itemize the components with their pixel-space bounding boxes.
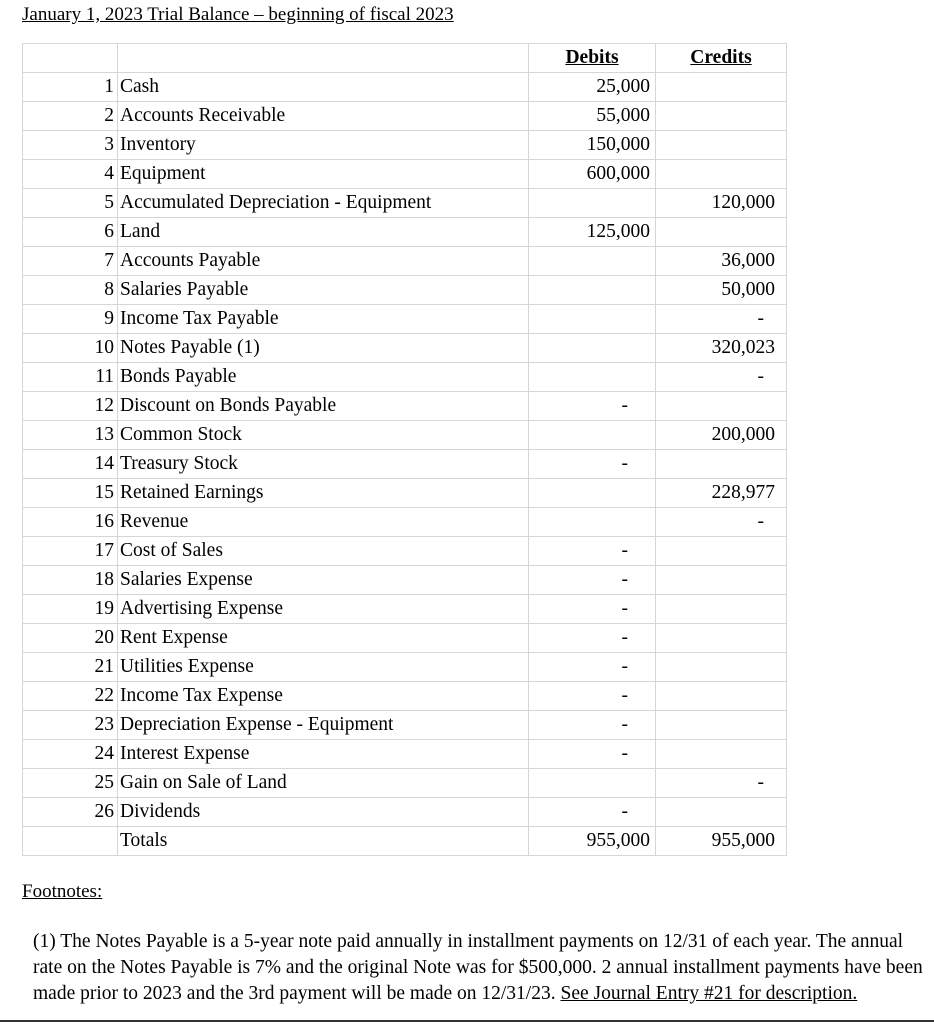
- row-number: 5: [23, 189, 118, 218]
- page-title: January 1, 2023 Trial Balance – beginning of fiscal 2023: [22, 4, 454, 25]
- account-name: Common Stock: [118, 421, 529, 450]
- debit-amount: 25,000: [529, 73, 656, 102]
- account-name: Utilities Expense: [118, 653, 529, 682]
- credit-amount: [656, 102, 787, 131]
- table-row: [23, 566, 787, 595]
- table-row: [23, 102, 787, 131]
- row-number: 15: [23, 479, 118, 508]
- credit-amount: 50,000: [656, 276, 787, 305]
- credit-amount: [656, 566, 787, 595]
- table-row: [23, 740, 787, 769]
- credit-amount: 120,000: [656, 189, 787, 218]
- row-number: 12: [23, 392, 118, 421]
- account-name: Advertising Expense: [118, 595, 529, 624]
- row-number: 26: [23, 798, 118, 827]
- debit-amount: -: [529, 566, 656, 595]
- total-credits: 955,000: [656, 827, 787, 856]
- account-name: Notes Payable (1): [118, 334, 529, 363]
- debit-amount: [529, 189, 656, 218]
- credit-amount: -: [656, 508, 787, 537]
- account-name: Cost of Sales: [118, 537, 529, 566]
- row-number: 14: [23, 450, 118, 479]
- debit-amount: [529, 334, 656, 363]
- table-row: [23, 624, 787, 653]
- footnote-1: [33, 929, 933, 1007]
- debit-amount: -: [529, 595, 656, 624]
- credit-amount: 200,000: [656, 421, 787, 450]
- table-row: [23, 450, 787, 479]
- account-name: Rent Expense: [118, 624, 529, 653]
- credit-amount: [656, 450, 787, 479]
- account-name: Treasury Stock: [118, 450, 529, 479]
- account-name: Bonds Payable: [118, 363, 529, 392]
- debit-amount: -: [529, 711, 656, 740]
- account-name: Inventory: [118, 131, 529, 160]
- debit-amount: [529, 305, 656, 334]
- account-name: Revenue: [118, 508, 529, 537]
- debit-amount: [529, 276, 656, 305]
- row-number: 20: [23, 624, 118, 653]
- debit-amount: -: [529, 392, 656, 421]
- table-row: [23, 537, 787, 566]
- table-row: [23, 479, 787, 508]
- table-row: [23, 711, 787, 740]
- table-row: [23, 595, 787, 624]
- credit-amount: 228,977: [656, 479, 787, 508]
- credit-amount: -: [656, 769, 787, 798]
- debit-amount: -: [529, 450, 656, 479]
- header-empty-account: [118, 44, 529, 73]
- debit-amount: [529, 769, 656, 798]
- credit-amount: [656, 624, 787, 653]
- footnote-1-text: (1) The Notes Payable is a 5-year note paid annually in installment payments on 12/31 of each year. The annual rate on the Notes Payable is 7% and the original Note was for $500,000. 2 annual installment payments have been made prior to 2023 and the 3rd payment will be made on 12/31/23.: [33, 931, 923, 1004]
- row-number: 6: [23, 218, 118, 247]
- totals-label: Totals: [118, 827, 529, 856]
- row-number: 8: [23, 276, 118, 305]
- account-name: Salaries Payable: [118, 276, 529, 305]
- credit-amount: 320,023: [656, 334, 787, 363]
- table-row: [23, 160, 787, 189]
- table-row: [23, 131, 787, 160]
- bottom-divider: [0, 1020, 934, 1022]
- table-row: [23, 334, 787, 363]
- credits-header: Credits: [656, 44, 787, 73]
- debit-amount: [529, 508, 656, 537]
- debit-amount: [529, 479, 656, 508]
- table-row: [23, 276, 787, 305]
- account-name: Land: [118, 218, 529, 247]
- debit-amount: -: [529, 740, 656, 769]
- trial-balance-table: [22, 43, 787, 856]
- row-number: 21: [23, 653, 118, 682]
- row-number: 16: [23, 508, 118, 537]
- debit-amount: -: [529, 682, 656, 711]
- debit-amount: -: [529, 653, 656, 682]
- row-number: 24: [23, 740, 118, 769]
- table-row: [23, 305, 787, 334]
- table-row: [23, 218, 787, 247]
- header-empty-num: [23, 44, 118, 73]
- table-row: [23, 421, 787, 450]
- row-number: 2: [23, 102, 118, 131]
- row-number: 11: [23, 363, 118, 392]
- debit-amount: -: [529, 624, 656, 653]
- table-row: [23, 189, 787, 218]
- row-number: 3: [23, 131, 118, 160]
- account-name: Cash: [118, 73, 529, 102]
- debit-amount: [529, 363, 656, 392]
- credit-amount: [656, 740, 787, 769]
- table-row: [23, 653, 787, 682]
- row-number: 25: [23, 769, 118, 798]
- row-number: 4: [23, 160, 118, 189]
- debit-amount: -: [529, 537, 656, 566]
- account-name: Income Tax Payable: [118, 305, 529, 334]
- account-name: Depreciation Expense - Equipment: [118, 711, 529, 740]
- credit-amount: [656, 682, 787, 711]
- row-number: 1: [23, 73, 118, 102]
- credit-amount: [656, 711, 787, 740]
- debit-amount: -: [529, 798, 656, 827]
- credit-amount: [656, 218, 787, 247]
- credit-amount: [656, 392, 787, 421]
- account-name: Accounts Payable: [118, 247, 529, 276]
- debit-amount: 150,000: [529, 131, 656, 160]
- credit-amount: [656, 653, 787, 682]
- table-row: [23, 247, 787, 276]
- debit-amount: 125,000: [529, 218, 656, 247]
- credit-amount: [656, 160, 787, 189]
- account-name: Salaries Expense: [118, 566, 529, 595]
- debit-amount: [529, 421, 656, 450]
- row-number: 13: [23, 421, 118, 450]
- footnotes-label: Footnotes:: [22, 881, 103, 902]
- account-name: Gain on Sale of Land: [118, 769, 529, 798]
- row-number: 18: [23, 566, 118, 595]
- table-row: [23, 769, 787, 798]
- credit-amount: -: [656, 363, 787, 392]
- account-name: Accumulated Depreciation - Equipment: [118, 189, 529, 218]
- row-number: 22: [23, 682, 118, 711]
- credit-amount: [656, 798, 787, 827]
- table-row: [23, 73, 787, 102]
- table-row: [23, 682, 787, 711]
- totals-row: [23, 827, 787, 856]
- footnote-1-reference: See Journal Entry #21 for description.: [560, 983, 858, 1004]
- debit-amount: [529, 247, 656, 276]
- account-name: Dividends: [118, 798, 529, 827]
- account-name: Equipment: [118, 160, 529, 189]
- row-number: 19: [23, 595, 118, 624]
- account-name: Accounts Receivable: [118, 102, 529, 131]
- table-header-row: [23, 44, 787, 73]
- credit-amount: 36,000: [656, 247, 787, 276]
- credit-amount: [656, 537, 787, 566]
- row-number: 7: [23, 247, 118, 276]
- credit-amount: [656, 73, 787, 102]
- total-debits: 955,000: [529, 827, 656, 856]
- table-row: [23, 508, 787, 537]
- debit-amount: 55,000: [529, 102, 656, 131]
- credit-amount: -: [656, 305, 787, 334]
- debits-header: Debits: [529, 44, 656, 73]
- table-row: [23, 392, 787, 421]
- totals-empty-num: [23, 827, 118, 856]
- row-number: 23: [23, 711, 118, 740]
- row-number: 9: [23, 305, 118, 334]
- credit-amount: [656, 131, 787, 160]
- table-row: [23, 363, 787, 392]
- row-number: 10: [23, 334, 118, 363]
- debit-amount: 600,000: [529, 160, 656, 189]
- credit-amount: [656, 595, 787, 624]
- row-number: 17: [23, 537, 118, 566]
- account-name: Retained Earnings: [118, 479, 529, 508]
- account-name: Income Tax Expense: [118, 682, 529, 711]
- table-row: [23, 798, 787, 827]
- account-name: Interest Expense: [118, 740, 529, 769]
- account-name: Discount on Bonds Payable: [118, 392, 529, 421]
